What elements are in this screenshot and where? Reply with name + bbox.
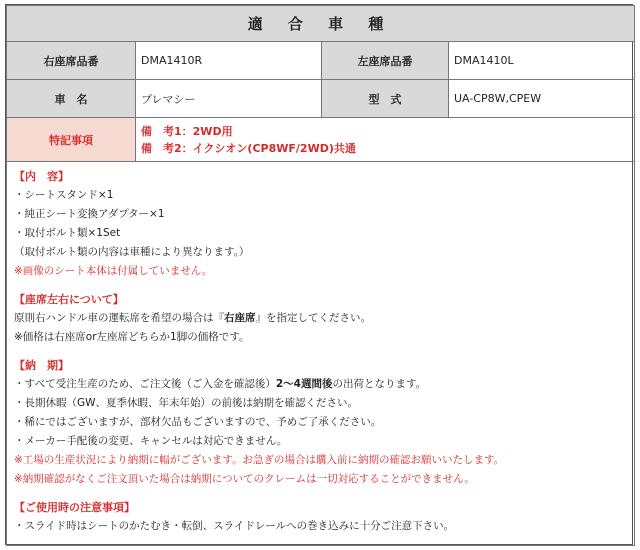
contents-item: ・取付ボルト類×1Set <box>14 227 121 239</box>
model-code-value: UA-CP8W,CPEW <box>449 80 635 118</box>
seat-side-heading: 【座席左右について】 <box>14 293 124 306</box>
seat-side-line-1-bold: 右座席 <box>224 312 256 324</box>
right-seat-part-value: DMA1410R <box>136 42 322 80</box>
contents-item: ・シートスタンド×1 <box>14 189 114 201</box>
seat-side-line-1-pre: 原則右ハンドル車の運転席を希望の場合は『 <box>14 312 224 324</box>
delivery-line-2: ・長期休暇（GW、夏季休暇、年末年始）の前後は納期を確認ください。 <box>14 397 359 409</box>
caution-heading: 【ご使用時の注意事項】 <box>14 501 135 514</box>
right-seat-part-label: 右座席品番 <box>7 42 136 80</box>
delivery-line-1 <box>14 375 627 394</box>
delivery-warning-1: ※工場の生産状況により納期に幅がございます。お急ぎの場合は購入前に納期の確認お願いいたします。 <box>14 454 505 466</box>
left-seat-part-label: 左座席品番 <box>322 42 449 80</box>
seat-side-line-1-post: 』を指定してください。 <box>255 312 371 324</box>
special-note-1: 備 考1：2WD用 <box>141 124 233 138</box>
contents-warning: ※画像のシート本体は付属していません。 <box>14 265 213 277</box>
special-note-2: 備 考2：イクシオン(CP8WF/2WD)共通 <box>141 141 356 155</box>
left-seat-part-value: DMA1410L <box>449 42 635 80</box>
delivery-line-1-pre: ・すべて受注生産のため、ご注文後（ご入金を確認後） <box>14 378 276 390</box>
contents-item: ・純正シート変換アダプター×1 <box>14 208 165 220</box>
fitment-sheet <box>5 4 633 545</box>
car-name-value: プレマシー <box>136 80 322 118</box>
special-notes-label: 特記事項 <box>7 118 136 162</box>
page-title: 適 合 車 種 <box>7 6 635 42</box>
fitment-table <box>6 5 635 546</box>
caution-line-1: ・スライド時はシートのかたむき・転倒、スライドレールへの巻き込みに十分ご注意下さい。 <box>14 520 455 532</box>
contents-heading: 【内 容】 <box>14 170 69 183</box>
delivery-line-1-post: の出荷となります。 <box>332 378 427 390</box>
delivery-line-4: ・メーカー手配後の変更、キャンセルは対応できません。 <box>14 435 288 447</box>
model-code-label: 型 式 <box>322 80 449 118</box>
details-body <box>7 162 635 546</box>
car-name-label: 車 名 <box>7 80 136 118</box>
delivery-line-1-bold: 2～4週間後 <box>275 378 333 390</box>
seat-side-line-1 <box>14 309 627 328</box>
delivery-warning-2: ※納期確認がなくご注文頂いた場合は納期についてのクレームは一切対応することができません。 <box>14 473 475 485</box>
special-notes <box>136 118 635 162</box>
contents-item: （取付ボルト類の内容は車種により異なります。） <box>14 246 250 258</box>
delivery-line-3: ・稀にではございますが、部材欠品もございますので、予めご了承ください。 <box>14 416 382 428</box>
delivery-heading: 【納 期】 <box>14 359 69 372</box>
seat-side-line-2: ※価格は右座席or左座席どちらか1脚の価格です。 <box>14 331 250 343</box>
